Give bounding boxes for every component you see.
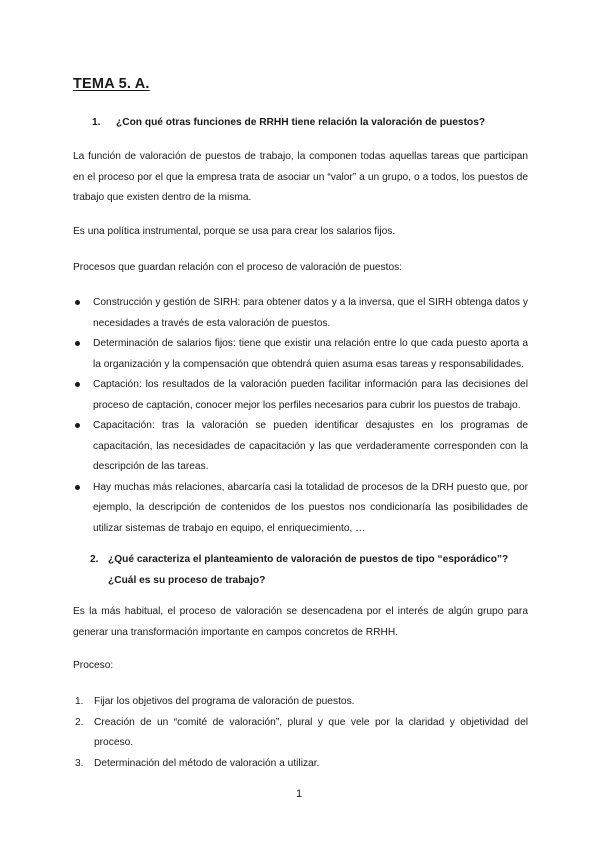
list-item: Captación: los resultados de la valoración pueden facilitar información para las decisiones del proceso de captación, conocer mejor los perfiles necesarios para cubrir los puestos de trabajo. [73, 375, 528, 416]
bullet-icon [75, 382, 80, 387]
bullet-icon [75, 423, 80, 428]
process-steps-list [73, 692, 528, 774]
related-processes-list [73, 293, 528, 539]
page-number: 1 [296, 788, 303, 800]
list-item: Hay muchas más relaciones, abarcaría casi la totalidad de procesos de la DRH puesto que, por ejemplo, la descripción de contenidos de los puestos nos condicionaría las posibilidades de utilizar sistemas de trabajo en equipo, el enriquecimiento, … [73, 478, 528, 540]
question-2 [90, 550, 530, 591]
list-item: 1. Fijar los objetivos del programa de valoración de puestos. [75, 696, 355, 707]
list-item: 2. Creación de un “comité de valoración”, plural y que vele por la claridad y objetividad del proceso. [75, 716, 528, 748]
bullet-icon [75, 341, 80, 346]
question-2-number: 2. [90, 554, 99, 565]
paragraph-policy: Es una política instrumental, porque se usa para crear los salarios fijos. [73, 226, 396, 237]
page-title: TEMA 5. A. [73, 76, 150, 92]
list-item: Capacitación: tras la valoración se pueden identificar desajustes en los programas de capacitación, las necesidades de capacitación y las que verdaderamente corresponden con la descripción de las tareas. [73, 416, 528, 478]
bullet-icon [75, 300, 80, 305]
paragraph-definition: La función de valoración de puestos de trabajo, la componen todas aquellas tareas que participan en el proceso por el que la empresa trata de asociar un “valor” a un grupo, o a todos, los puestos de trabajo que existen dentro de la misma. [73, 151, 528, 203]
paragraph-related-processes: Procesos que guardan relación con el proceso de valoración de puestos: [73, 262, 403, 273]
answer-2-paragraph: Es la más habitual, el proceso de valoración se desencadena por el interés de algún grupo para generar una transformación importante en campos concretos de RRHH. [73, 606, 528, 638]
list-item: Construcción y gestión de SIRH: para obtener datos y a la inversa, que el SIRH obtenga datos y necesidades a través de esta valoración de puestos. [73, 293, 528, 334]
question-1-text: ¿Con qué otras funciones de RRHH tiene relación la valoración de puestos? [116, 117, 486, 128]
list-item: 3. Determinación del método de valoración a utilizar. [75, 757, 320, 769]
question-2-text: ¿Qué caracteriza el planteamiento de valoración de puestos de tipo “esporádico”? ¿Cuál es su proceso de trabajo? [108, 554, 509, 586]
list-item: Determinación de salarios fijos: tiene que existir una relación entre lo que cada puesto aporta a la organización y la compensación que obtendrá quien asuma esas tareas y responsabilidades. [73, 334, 528, 375]
question-1-number: 1. [92, 117, 101, 128]
bullet-icon [75, 485, 80, 490]
question-1 [92, 117, 485, 128]
process-label: Proceso: [73, 660, 114, 671]
